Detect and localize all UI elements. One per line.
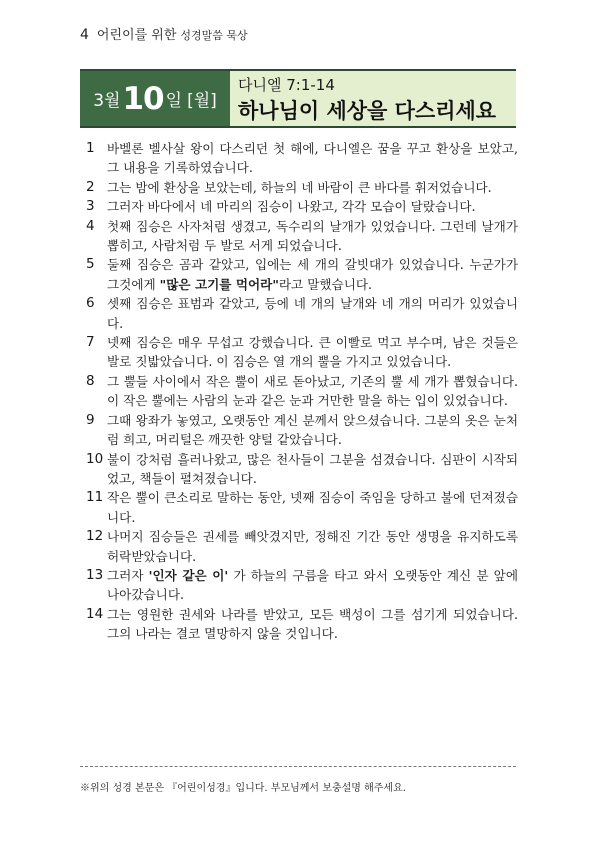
verse-text: 그때 왕좌가 놓였고, 오랫동안 계신 분께서 앉으셨습니다. 그분의 옷은 눈처럼 희고, 머리털은 깨끗한 양털 같았습니다.	[107, 412, 518, 448]
date-weekday: [월]	[187, 91, 217, 111]
verse-item	[86, 488, 518, 527]
verse-text-before: 그러자	[107, 567, 149, 583]
verse-item	[86, 217, 518, 256]
page-title: 하나님이 세상을 다스리세요	[238, 99, 497, 123]
verse-number: 10	[86, 450, 104, 467]
verse-number: 6	[86, 295, 95, 312]
footnote: ※위의 성경 본문은 『어린이성경』입니다. 부모님께서 보충설명 해주세요.	[80, 783, 406, 794]
verse-number: 11	[86, 489, 104, 506]
verse-item	[86, 566, 518, 605]
verse-item	[86, 450, 518, 489]
verse-text: 바벨론 벨사살 왕이 다스리던 첫 해에, 다니엘은 꿈을 꾸고 환상을 보았고, 그 내용을 기록하였습니다.	[107, 141, 518, 176]
verse-text: 첫째 짐승은 사자처럼 생겼고, 독수리의 날개가 있었습니다. 그런데 날개가 뽑히고, 사람처럼 두 발로 서게 되었습니다.	[107, 218, 518, 254]
date-day: 10	[122, 80, 164, 117]
page-number: 4	[80, 27, 89, 43]
verse-item	[86, 372, 518, 411]
verse-text: 작은 뿔이 큰소리로 말하는 동안, 넷째 짐승이 죽임을 당하고 불에 던져졌습니다.	[107, 490, 518, 525]
verse-item	[86, 527, 518, 566]
verse-text-after: 가 하늘의 구름을 타고 와서 오랫동안 계신 분 앞에 나아갔습니다.	[107, 567, 519, 603]
verse-number: 8	[86, 372, 95, 389]
verse-number: 2	[86, 178, 95, 195]
verse-item	[86, 178, 518, 197]
verse-text: 불이 강처럼 흘러나왔고, 많은 천사들이 그분을 섬겼습니다. 심판이 시작되었고, 책들이 펼쳐졌습니다.	[107, 451, 518, 486]
verse-text-before: 둘째 짐승은 곰과 같았고, 입에는 세 개의 갈빗대가 있었습니다. 누군가가 그것에게	[107, 257, 518, 292]
verse-item	[86, 411, 518, 450]
verse-text-after: 라고 말했습니다.	[278, 276, 373, 292]
verse-number: 14	[86, 605, 104, 622]
passage-reference: 다니엘 7:1-14	[238, 76, 335, 94]
verse-text: 그러자 바다에서 네 마리의 짐승이 나왔고, 각각 모습이 달랐습니다.	[107, 199, 476, 215]
verse-emphasis: '인자 같은 이'	[148, 567, 229, 583]
title-box	[80, 69, 516, 128]
running-header	[80, 24, 248, 43]
verse-list	[86, 139, 518, 644]
verse-text: 그는 영원한 권세와 나라를 받았고, 모든 백성이 그를 섬기게 되었습니다. 그의 나라는 결코 멸망하지 않을 것입니다.	[107, 606, 518, 642]
verse-item	[86, 605, 518, 644]
running-subtitle: 성경말씀 묵상	[180, 29, 248, 42]
verse-text	[107, 255, 518, 294]
title-panel	[230, 71, 516, 126]
verse-number: 13	[86, 566, 104, 583]
verse-text: 셋째 짐승은 표범과 같았고, 등에 네 개의 날개와 네 개의 머리가 있었습니다.	[107, 296, 518, 331]
verse-text: 넷째 짐승은 매우 무섭고 강했습니다. 큰 이빨로 먹고 부수며, 남은 것들은 발로 짓밟았습니다. 이 짐승은 열 개의 뿔을 가지고 있었습니다.	[107, 335, 518, 370]
verse-item	[86, 139, 518, 178]
verse-text: 그는 밤에 환상을 보았는데, 하늘의 네 바람이 큰 바다를 휘저었습니다.	[107, 179, 492, 195]
verse-item	[86, 333, 518, 372]
verse-item	[86, 197, 518, 216]
verse-item	[86, 294, 518, 333]
verse-number: 1	[86, 140, 95, 156]
verse-emphasis: "많은 고기를 먹어라"	[159, 276, 279, 292]
verse-item	[86, 255, 518, 294]
verse-number: 5	[86, 256, 95, 273]
date-day-suffix: 일	[165, 91, 183, 111]
verse-number: 3	[86, 198, 95, 215]
date-month: 3월	[93, 91, 121, 111]
verse-number: 12	[86, 528, 104, 545]
verse-text: 나머지 짐승들은 권세를 빼앗겼지만, 정해진 기간 동안 생명을 유지하도록 허락받았습니다.	[107, 529, 518, 564]
verse-number: 7	[86, 334, 95, 351]
verse-text	[107, 566, 518, 605]
date-block	[80, 71, 230, 126]
verse-number: 9	[86, 411, 95, 428]
footnote-divider	[80, 766, 516, 767]
running-title: 어린이를 위한	[96, 28, 177, 43]
verse-number: 4	[86, 217, 95, 234]
verse-text: 그 뿔들 사이에서 작은 뿔이 새로 돋아났고, 기존의 뿔 세 개가 뽑혔습니다. 이 작은 뿔에는 사람의 눈과 같은 눈과 거만한 말을 하는 입이 있었습니다.	[107, 373, 518, 409]
